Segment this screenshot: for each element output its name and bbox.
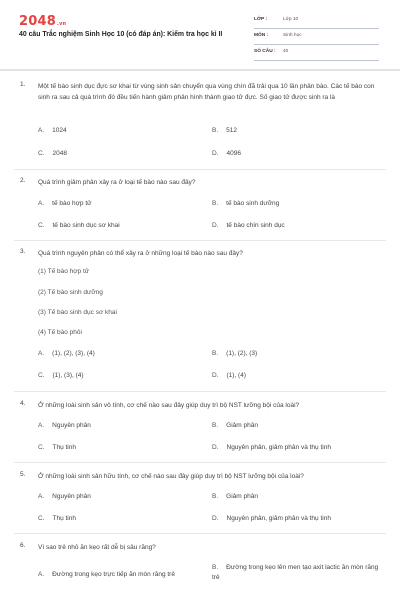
option-1c[interactable] (38, 150, 67, 157)
option-letter: A. (38, 422, 45, 429)
page-title: 40 câu Trắc nghiệm Sinh Học 10 (có đáp án): Kiểm tra học kì II (19, 31, 223, 38)
option-letter: D. (212, 150, 219, 157)
option-6b[interactable] (212, 563, 382, 583)
option-letter: A. (38, 350, 45, 357)
option-letter: B. (212, 493, 219, 500)
logo-suffix: .vn (56, 21, 67, 27)
question-divider (14, 462, 386, 463)
option-letter: A. (38, 200, 45, 207)
option-letter: D. (212, 372, 219, 379)
question-2 (20, 177, 386, 191)
question-number: 4. (20, 400, 26, 407)
option-text: Nguyên phân (52, 493, 91, 500)
option-5c[interactable] (38, 515, 76, 522)
site-logo[interactable] (19, 14, 66, 29)
option-text: Nguyên phân, giảm phân và thụ tinh (226, 444, 331, 451)
option-4c[interactable] (38, 444, 76, 451)
question-3 (20, 248, 386, 262)
option-2a[interactable] (38, 200, 92, 207)
statement-3: (3) Tế bào sinh dục sơ khai (38, 309, 117, 316)
logo-text: 2048 (19, 14, 56, 29)
question-5 (20, 471, 386, 485)
page-header (0, 0, 400, 70)
option-text: Nguyên phân (52, 422, 91, 429)
option-letter: A. (38, 127, 45, 134)
option-text: Thụ tinh (52, 444, 76, 451)
statement-4: (4) Tế bào phôi (38, 329, 82, 336)
option-5a[interactable] (38, 493, 91, 500)
option-3b[interactable] (212, 350, 257, 357)
option-2b[interactable] (212, 200, 279, 207)
option-6a[interactable] (38, 571, 208, 578)
meta-info (254, 15, 379, 63)
option-letter: A. (38, 571, 45, 578)
option-1a[interactable] (38, 127, 67, 134)
option-text: (1), (4) (226, 372, 246, 379)
option-text: (1), (2), (3) (226, 350, 258, 357)
option-text: Đường trong kẹo trực tiếp ăn mòn răng trẻ (52, 571, 175, 578)
option-4b[interactable] (212, 422, 258, 429)
option-text: tế bào sinh dưỡng (226, 200, 280, 207)
meta-row-subject (254, 31, 379, 45)
option-text: tế bào sinh dục sơ khai (52, 222, 120, 229)
question-number: 3. (20, 248, 26, 255)
option-1d[interactable] (212, 150, 241, 157)
question-text: Quá trình giảm phân xảy ra ở loại tế bào nào sau đây? (38, 179, 196, 186)
option-text: 512 (226, 127, 238, 134)
option-1b[interactable] (212, 127, 237, 134)
option-5b[interactable] (212, 493, 258, 500)
option-letter: C. (38, 150, 45, 157)
option-letter: B. (212, 564, 219, 571)
meta-value: Lớp 10 (283, 17, 299, 22)
option-text: Giảm phân (226, 422, 258, 429)
question-divider (14, 169, 386, 170)
question-number: 2. (20, 177, 26, 184)
meta-row-count (254, 47, 379, 61)
option-text: Nguyên phân, giảm phân và thụ tinh (226, 515, 331, 522)
question-text: Ở những loài sinh sản vô tính, cơ chế nào sau đây giúp duy trì bộ NST lưỡng bội của loài? (38, 402, 300, 409)
option-letter: B. (212, 422, 219, 429)
question-1 (20, 81, 386, 151)
option-3d[interactable] (212, 372, 246, 379)
question-text: Một tế bào sinh dục đực sơ khai từ vùng sinh sản chuyển qua vùng chín đã trải qua 10 lần phân bào. Các tế bào con sinh ra sau cả quá trình đó đều tiến hành giảm phân hình thành giao tử đực. Số giao tử được sinh ra là (38, 83, 375, 101)
option-text: (1), (2), (3), (4) (52, 350, 95, 357)
option-3c[interactable] (38, 372, 84, 379)
option-3a[interactable] (38, 350, 95, 357)
option-letter: D. (212, 444, 219, 451)
option-letter: C. (38, 515, 45, 522)
question-text: Ở những loài sinh sản hữu tính, cơ chế nào sau đây giúp duy trì bộ NST lưỡng bội của loài? (38, 473, 304, 480)
option-letter: C. (38, 222, 45, 229)
option-letter: D. (212, 222, 219, 229)
meta-row-class (254, 15, 379, 29)
option-text: 1024 (52, 127, 67, 134)
option-letter: D. (212, 515, 219, 522)
question-divider (14, 533, 386, 534)
header-divider (0, 69, 400, 71)
option-letter: C. (38, 372, 45, 379)
question-number: 6. (20, 542, 26, 549)
question-divider (14, 240, 386, 241)
question-text: Quá trình nguyên phân có thể xảy ra ở những loại tế bào nào sau đây? (38, 250, 243, 257)
option-5d[interactable] (212, 515, 331, 522)
option-letter: B. (212, 200, 219, 207)
option-2d[interactable] (212, 222, 285, 229)
meta-value: 40 (283, 49, 289, 54)
option-text: Thụ tinh (52, 515, 76, 522)
question-4 (20, 400, 386, 414)
option-text: 4096 (226, 150, 241, 157)
option-text: tế bào chín sinh dục (226, 222, 285, 229)
option-letter: C. (38, 444, 45, 451)
option-text: tế bào hợp tử (52, 200, 92, 207)
meta-key: LỚP : (254, 17, 268, 22)
question-6 (20, 542, 386, 556)
question-text: Vì sao trẻ nhỏ ăn kẹo rất dễ bị sâu răng? (38, 544, 156, 551)
meta-key: MÔN : (254, 33, 269, 38)
option-text: Giảm phân (226, 493, 258, 500)
option-text: 2048 (52, 150, 67, 157)
statement-2: (2) Tế bào sinh dưỡng (38, 289, 103, 296)
option-letter: B. (212, 350, 219, 357)
statement-1: (1) Tế bào hợp tử (38, 268, 90, 275)
meta-key: SỐ CÂU : (254, 49, 276, 54)
option-4d[interactable] (212, 444, 331, 451)
option-4a[interactable] (38, 422, 91, 429)
option-letter: A. (38, 493, 45, 500)
option-2c[interactable] (38, 222, 120, 229)
option-text: Đường trong kẹo lên men tạo axit lactic ăn mòn răng trẻ (212, 564, 379, 581)
question-divider (14, 391, 386, 392)
meta-value: Sinh học (283, 33, 302, 38)
question-number: 1. (20, 81, 26, 88)
option-text: (1), (3), (4) (52, 372, 84, 379)
question-number: 5. (20, 471, 26, 478)
option-letter: B. (212, 127, 219, 134)
